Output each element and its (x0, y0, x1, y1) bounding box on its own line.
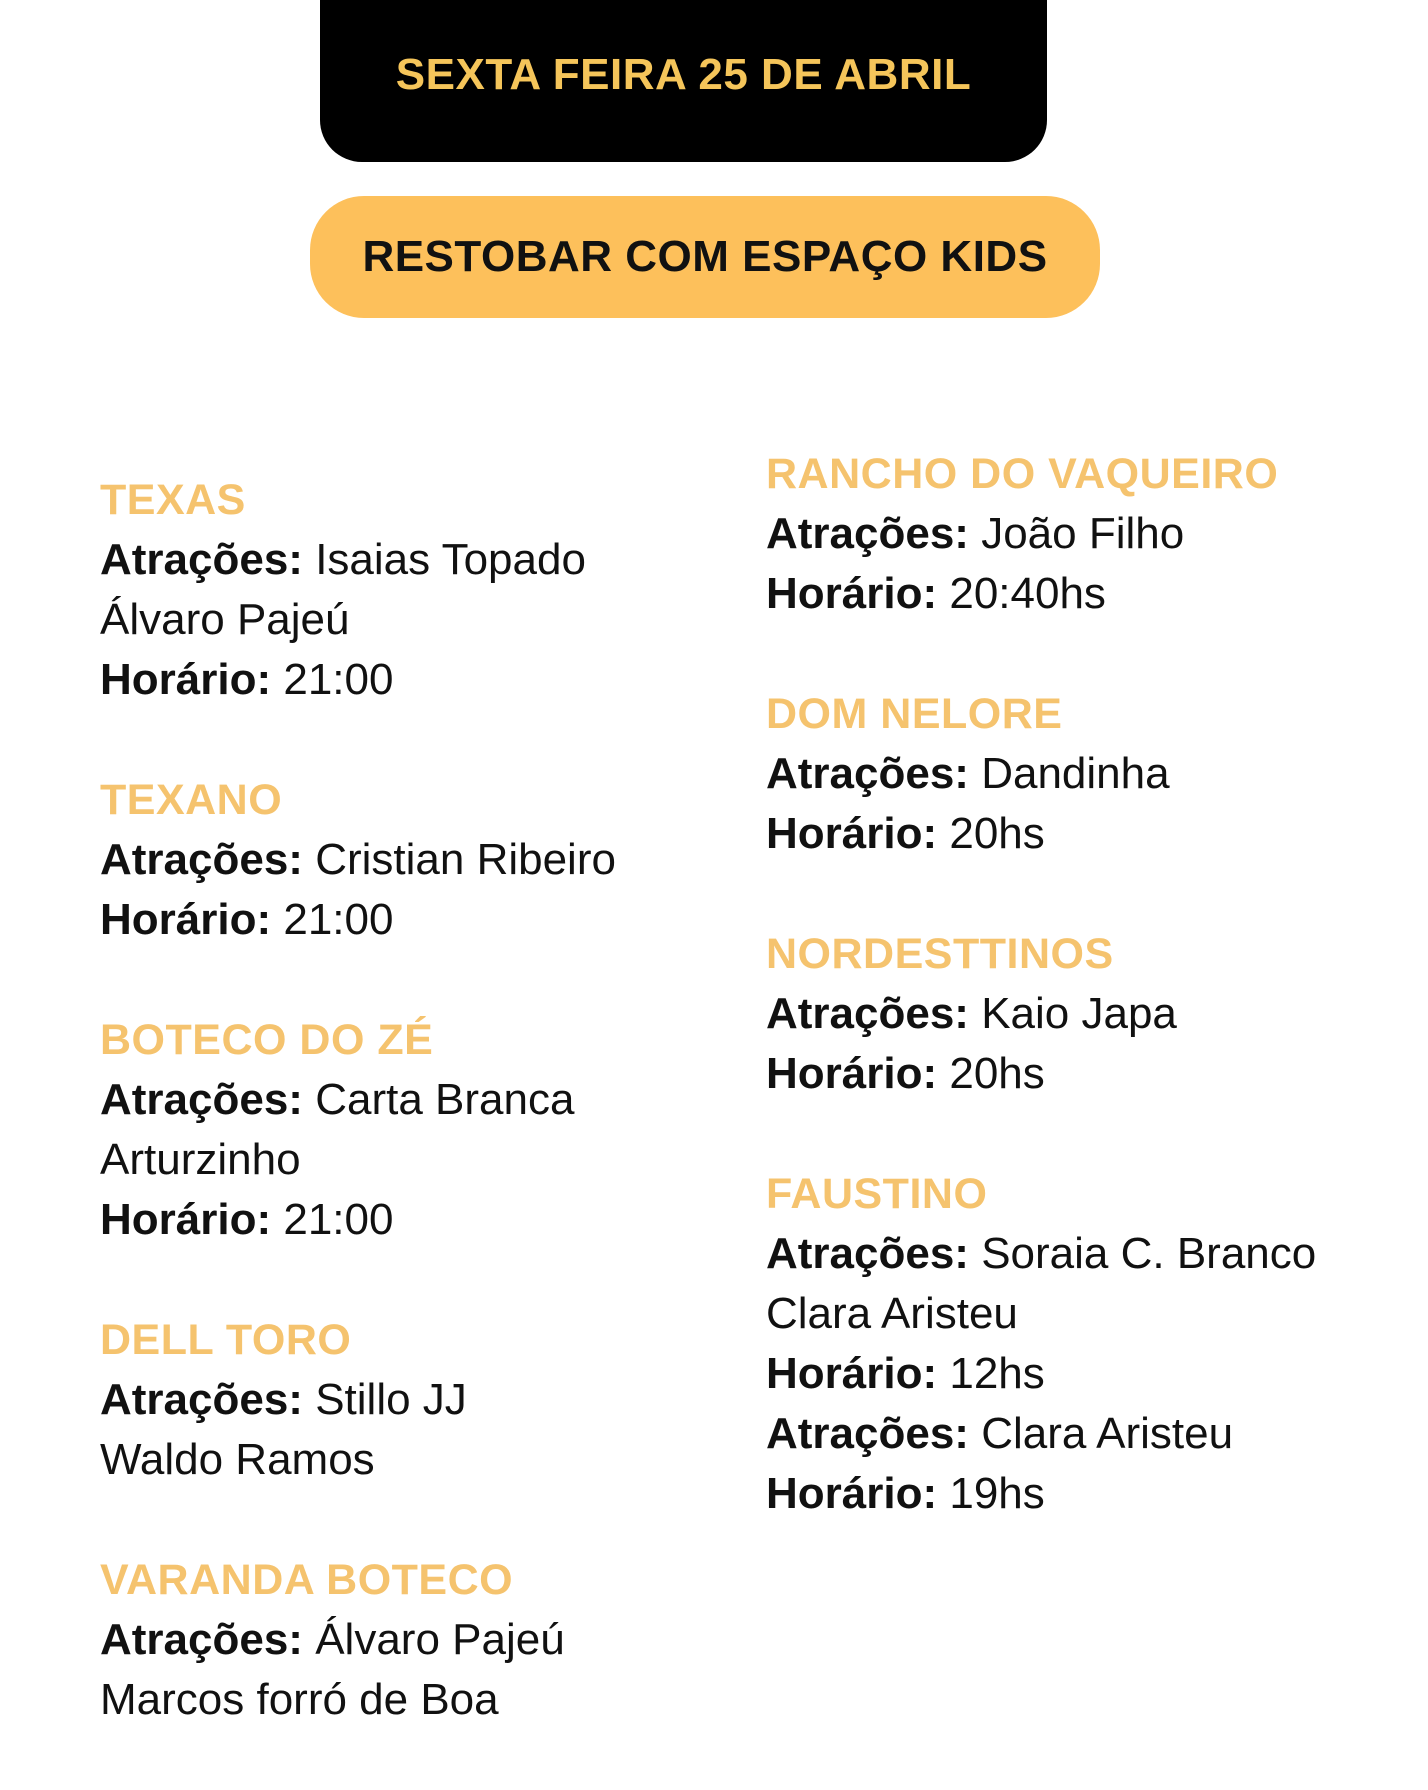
venue-title: RANCHO DO VAQUEIRO (766, 450, 1279, 498)
info-value: 21:00 (271, 655, 394, 704)
info-value: Álvaro Pajeú (302, 1615, 565, 1664)
info-label: Horário: (766, 809, 938, 858)
info-label: Atrações: (100, 1615, 303, 1664)
category-pill (310, 196, 1100, 318)
info-value: Álvaro Pajeú (100, 595, 350, 644)
venue-info-line (100, 1190, 740, 1250)
venue-dom-nelore (766, 684, 1406, 864)
venue-title: BOTECO DO ZÉ (100, 1016, 434, 1064)
info-value: Clara Aristeu (968, 1409, 1234, 1458)
venue-title: DOM NELORE (766, 690, 1063, 738)
venue-info-line (766, 1404, 1406, 1464)
info-value: Waldo Ramos (100, 1435, 375, 1484)
venue-title: TEXANO (100, 776, 283, 824)
venue-info-line (766, 804, 1406, 864)
info-value: Cristian Ribeiro (302, 835, 616, 884)
venue-nordesttinos (766, 924, 1406, 1104)
venue-info-line (100, 1670, 740, 1730)
venue-info-line (766, 1044, 1406, 1104)
date-title: SEXTA FEIRA 25 DE ABRIL (395, 50, 972, 99)
venue-info-line (100, 890, 740, 950)
info-value: Isaias Topado (302, 535, 586, 584)
date-banner (320, 0, 1047, 162)
info-label: Atrações: (766, 1409, 969, 1458)
venue-info-line (766, 1464, 1406, 1524)
venue-title: NORDESTTINOS (766, 930, 1114, 978)
info-value: 19hs (937, 1469, 1045, 1518)
info-value: 20:40hs (937, 569, 1106, 618)
venue-info-line (766, 744, 1406, 804)
venue-info-line (100, 1610, 740, 1670)
venue-title: FAUSTINO (766, 1170, 988, 1218)
venue-info-line (100, 1370, 740, 1430)
info-label: Atrações: (766, 749, 969, 798)
info-value: Soraia C. Branco (968, 1229, 1317, 1278)
venue-texas (100, 470, 740, 710)
info-value: Marcos forró de Boa (100, 1675, 499, 1724)
info-value: 20hs (937, 1049, 1045, 1098)
info-label: Atrações: (100, 535, 303, 584)
info-label: Horário: (100, 655, 272, 704)
info-label: Horário: (766, 1349, 938, 1398)
info-label: Atrações: (766, 1229, 969, 1278)
venue-dell-toro (100, 1310, 740, 1490)
info-label: Horário: (766, 1469, 938, 1518)
info-value: Dandinha (968, 749, 1170, 798)
venue-title: DELL TORO (100, 1316, 352, 1364)
venue-info-line (766, 984, 1406, 1044)
venue-info-line (766, 1344, 1406, 1404)
venue-title: VARANDA BOTECO (100, 1556, 514, 1604)
venue-info-line (100, 830, 740, 890)
venue-boteco-do-ze (100, 1010, 740, 1250)
venue-info-line (100, 650, 740, 710)
info-label: Horário: (100, 1195, 272, 1244)
left-venue-column (100, 470, 740, 1790)
venue-info-line (100, 1130, 740, 1190)
info-value: Kaio Japa (968, 989, 1177, 1038)
venue-faustino (766, 1164, 1406, 1524)
info-label: Atrações: (100, 835, 303, 884)
venue-title: TEXAS (100, 476, 246, 524)
info-value: 12hs (937, 1349, 1045, 1398)
venue-varanda-boteco (100, 1550, 740, 1730)
venue-rancho-do-vaqueiro (766, 444, 1406, 624)
category-title: RESTOBAR COM ESPAÇO KIDS (362, 232, 1048, 281)
venue-info-line (766, 504, 1406, 564)
right-venue-column (766, 444, 1406, 1584)
venue-info-line (766, 1284, 1406, 1344)
info-label: Atrações: (766, 989, 969, 1038)
info-label: Horário: (100, 895, 272, 944)
info-label: Horário: (766, 1049, 938, 1098)
info-value: 20hs (937, 809, 1045, 858)
info-value: 21:00 (271, 895, 394, 944)
info-label: Horário: (766, 569, 938, 618)
venue-info-line (100, 1070, 740, 1130)
info-value: Arturzinho (100, 1135, 301, 1184)
info-value: Clara Aristeu (766, 1289, 1018, 1338)
info-value: João Filho (968, 509, 1185, 558)
info-value: Stillo JJ (302, 1375, 467, 1424)
info-label: Atrações: (100, 1075, 303, 1124)
info-value: Carta Branca (302, 1075, 575, 1124)
venue-info-line (100, 590, 740, 650)
info-value: 21:00 (271, 1195, 394, 1244)
info-label: Atrações: (100, 1375, 303, 1424)
venue-info-line (766, 1224, 1406, 1284)
venue-info-line (766, 564, 1406, 624)
venue-info-line (100, 530, 740, 590)
info-label: Atrações: (766, 509, 969, 558)
venue-info-line (100, 1430, 740, 1490)
venue-texano (100, 770, 740, 950)
